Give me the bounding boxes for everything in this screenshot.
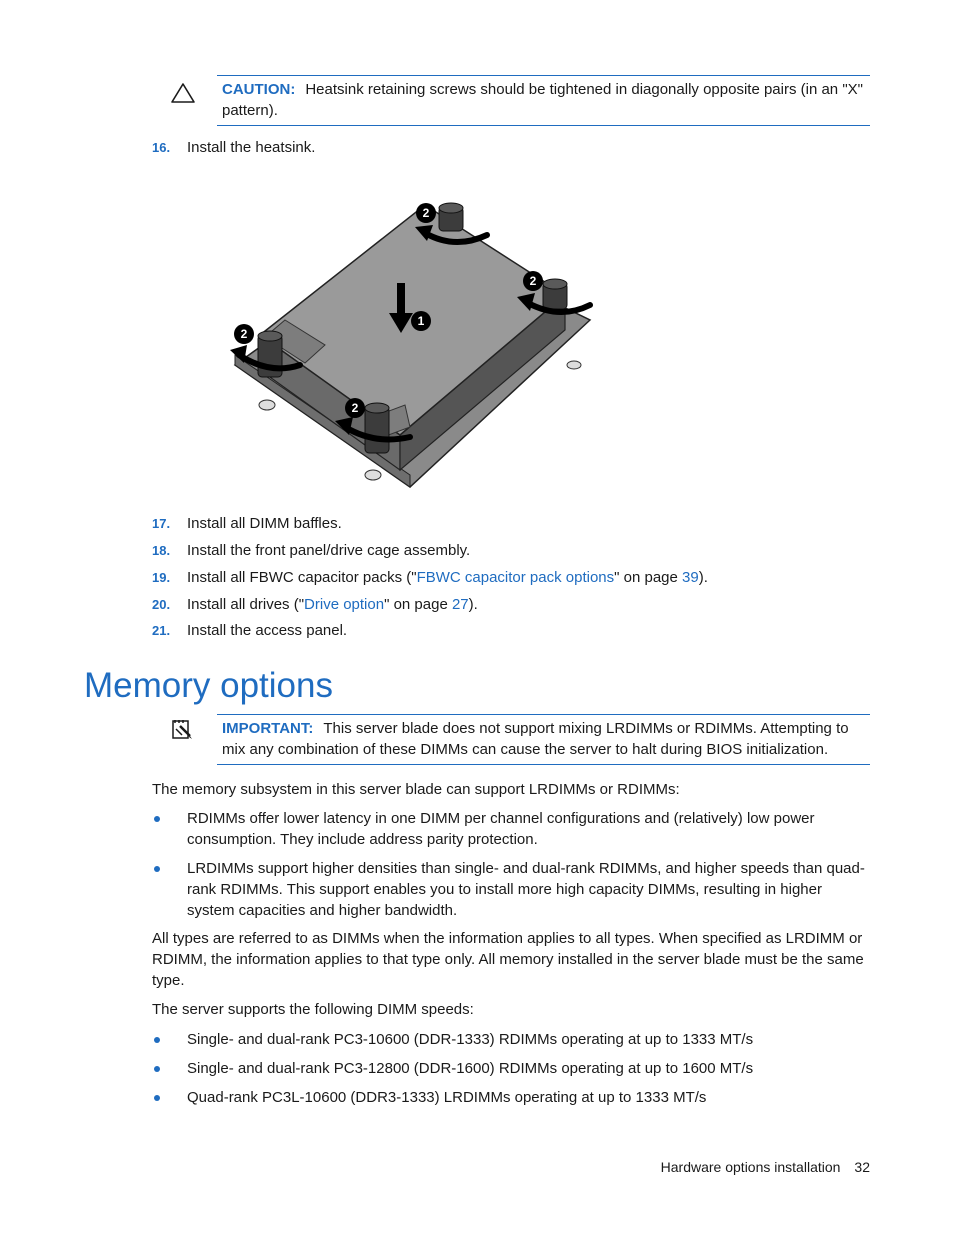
callout-2: 2 <box>345 398 365 418</box>
fbwc-capacitor-link[interactable]: FBWC capacitor pack options <box>416 569 615 586</box>
step-number: 18. <box>152 543 171 558</box>
step-text-suffix: ). <box>468 596 478 613</box>
callout-2: 2 <box>234 324 254 344</box>
intro-paragraph: The memory subsystem in this server blade can support LRDIMMs or RDIMMs: <box>152 781 680 798</box>
important-icon <box>170 718 194 746</box>
bullet-icon <box>154 1037 160 1043</box>
page-footer <box>661 1157 870 1178</box>
bullet-icon <box>154 1066 160 1072</box>
step-text <box>187 594 478 615</box>
bullet-icon <box>154 866 160 872</box>
step-text: Install the heatsink. <box>187 139 316 156</box>
step-text-prefix: Install all drives (" <box>187 596 305 613</box>
caution-notice <box>217 75 870 126</box>
step-text: Install all DIMM baffles. <box>187 515 342 532</box>
important-label: IMPORTANT: <box>222 720 314 737</box>
bullet-text: Single- and dual-rank PC3-12800 (DDR-1600) RDIMMs operating at up to 1600 MT/s <box>187 1060 754 1077</box>
callout-1: 1 <box>411 311 431 331</box>
step-text: Install the access panel. <box>187 622 348 639</box>
bullet-text: Quad-rank PC3L-10600 (DDR3-1333) LRDIMMs operating at up to 1333 MT/s <box>187 1089 707 1106</box>
step-number: 20. <box>152 597 171 612</box>
step-number: 19. <box>152 570 171 585</box>
important-notice <box>217 714 870 765</box>
step-number: 21. <box>152 623 171 638</box>
bullet-text: LRDIMMs support higher densities than single- and dual-rank RDIMMs, and higher speeds than quad-rank RDIMMs. This support enables you to install more high capacity DIMMs, resulting in higher system capacities and higher bandwidth. <box>187 860 865 919</box>
callout-2: 2 <box>416 203 436 223</box>
heatsink-installation-figure <box>225 195 600 495</box>
step-number: 17. <box>152 516 171 531</box>
step-text-suffix: ). <box>698 569 708 586</box>
speeds-intro: The server supports the following DIMM speeds: <box>152 1001 474 1018</box>
page-number: 32 <box>854 1159 870 1175</box>
step-text-middle: " on page <box>614 569 683 586</box>
caution-text: Heatsink retaining screws should be tightened in diagonally opposite pairs (in an "X" pattern). <box>222 81 863 119</box>
step-number: 16. <box>152 140 171 155</box>
bullet-text: Single- and dual-rank PC3-10600 (DDR-1333) RDIMMs operating at up to 1333 MT/s <box>187 1031 754 1048</box>
bullet-text: RDIMMs offer lower latency in one DIMM per channel configurations and (relatively) low power consumption. They include address parity protection. <box>187 810 815 848</box>
drive-option-link[interactable]: Drive option <box>304 596 385 613</box>
page-39-link[interactable]: 39 <box>682 569 699 586</box>
caution-label: CAUTION: <box>222 81 296 98</box>
callout-2: 2 <box>523 271 543 291</box>
important-text: This server blade does not support mixing LRDIMMs or RDIMMs. Attempting to mix any combination of these DIMMs can cause the server to halt during BIOS initialization. <box>222 720 849 758</box>
bullet-icon <box>154 1095 160 1101</box>
page-27-link[interactable]: 27 <box>451 596 469 613</box>
step-text <box>187 567 708 588</box>
section-heading: Memory options <box>84 666 333 705</box>
caution-icon <box>170 82 196 110</box>
types-paragraph: All types are referred to as DIMMs when the information applies to all types. When specified as LRDIMM or RDIMM, the information applies to that type only. All memory installed in the server blade must be the same type. <box>152 930 864 989</box>
step-text-prefix: Install all FBWC capacitor packs (" <box>187 569 417 586</box>
step-text-middle: " on page <box>384 596 452 613</box>
step-text: Install the front panel/drive cage assembly. <box>187 542 471 559</box>
bullet-icon <box>154 816 160 822</box>
footer-section: Hardware options installation <box>660 1159 841 1175</box>
